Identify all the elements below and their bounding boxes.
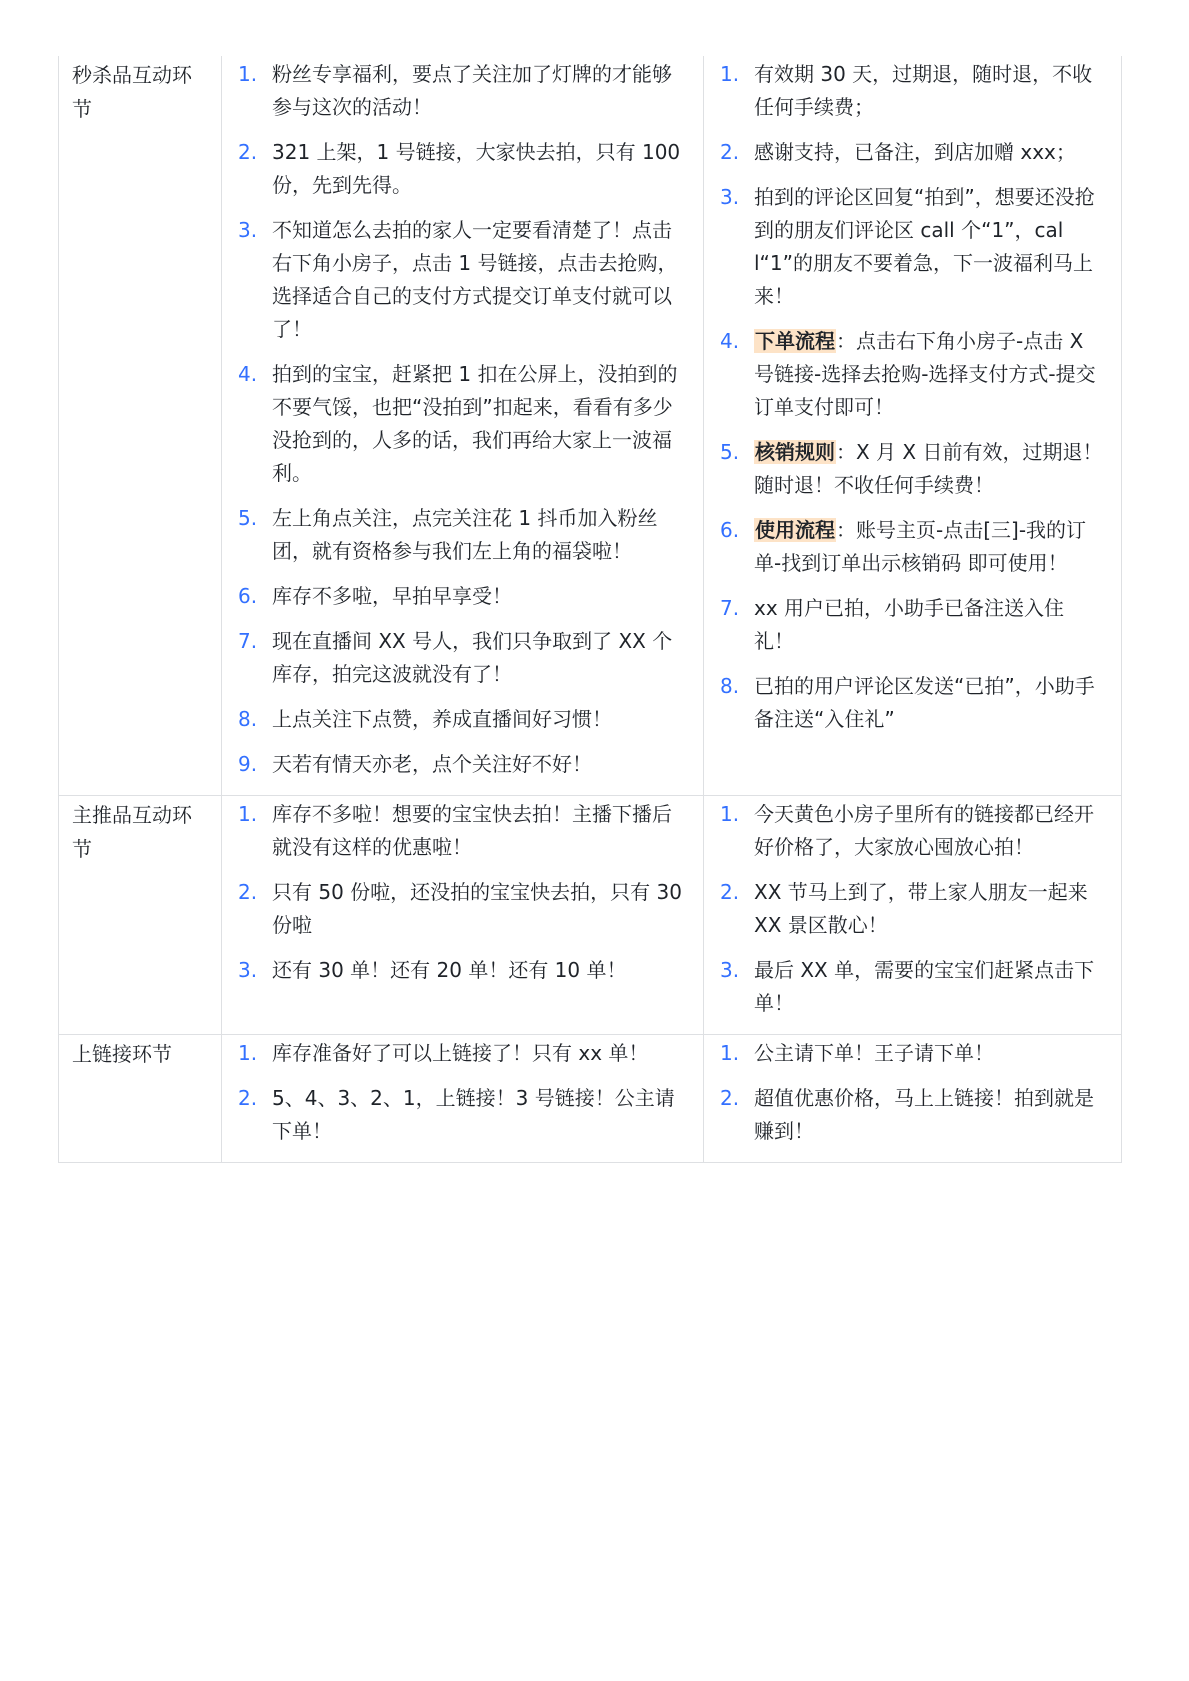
item-text: 不知道怎么去拍的家人一定要看清楚了！点击右下角小房子，点击 1 号链接，点击去抢购，选择适合自己的支付方式提交订单支付就可以了！	[272, 218, 678, 341]
highlighted-keyword: 核销规则	[755, 440, 835, 464]
list-item	[720, 954, 1103, 1020]
list-item	[238, 1082, 685, 1148]
item-text: 5、4、3、2、1，上链接！3 号链接！公主请下单！	[272, 1086, 675, 1143]
item-number: 2.	[720, 1086, 740, 1110]
list-item	[238, 703, 685, 736]
list-item	[720, 1082, 1103, 1148]
right-column-cell	[704, 56, 1122, 796]
list-item	[720, 58, 1103, 124]
left-numbered-list	[238, 1035, 685, 1162]
item-number: 8.	[720, 674, 740, 698]
item-text: 左上角点关注，点完关注花 1 抖币加入粉丝团，就有资格参与我们左上角的福袋啦！	[272, 506, 658, 563]
item-text	[754, 325, 1103, 424]
item-number: 1.	[238, 62, 258, 86]
item-number: 1.	[238, 802, 258, 826]
left-numbered-list	[238, 796, 685, 1001]
list-item	[238, 748, 685, 781]
list-item	[238, 358, 685, 490]
left-column-cell	[222, 56, 704, 796]
list-item	[238, 214, 685, 346]
right-numbered-list	[720, 56, 1103, 750]
item-number: 4.	[238, 362, 258, 386]
item-text-rest: ：点击右下角小房子-点击 X 号链接-选择去抢购-选择支付方式-提交订单支付即可！	[754, 329, 1096, 419]
item-number: 8.	[238, 707, 258, 731]
item-number: 1.	[720, 62, 740, 86]
item-text: 库存准备好了可以上链接了！只有 xx 单！	[272, 1041, 649, 1065]
list-item	[238, 1037, 685, 1070]
left-column-cell	[222, 796, 704, 1035]
item-text: xx 用户已拍，小助手已备注送入住礼！	[754, 596, 1065, 653]
item-number: 3.	[238, 958, 258, 982]
list-item	[238, 625, 685, 691]
item-number: 4.	[720, 329, 740, 353]
list-item	[720, 592, 1103, 658]
item-text: 有效期 30 天，过期退，随时退，不收任何手续费；	[754, 62, 1093, 119]
list-item	[720, 798, 1103, 864]
list-item	[238, 502, 685, 568]
left-numbered-list	[238, 56, 685, 795]
item-text: 超值优惠价格，马上上链接！拍到就是赚到！	[754, 1086, 1094, 1143]
item-text	[754, 514, 1103, 580]
table-row	[59, 796, 1122, 1035]
item-text: 还有 30 单！还有 20 单！还有 10 单！	[272, 958, 627, 982]
item-text: 只有 50 份啦，还没拍的宝宝快去拍，只有 30 份啦	[272, 880, 682, 937]
list-item	[238, 580, 685, 613]
item-number: 2.	[720, 880, 740, 904]
row-label: 上链接环节	[59, 1035, 222, 1163]
list-item	[720, 876, 1103, 942]
highlighted-keyword: 使用流程	[755, 518, 835, 542]
list-item	[720, 514, 1103, 580]
item-number: 5.	[238, 506, 258, 530]
table-row	[59, 1035, 1122, 1163]
list-item	[238, 58, 685, 124]
item-number: 1.	[720, 802, 740, 826]
item-number: 1.	[238, 1041, 258, 1065]
item-number: 6.	[720, 518, 740, 542]
row-label: 秒杀品互动环节	[59, 56, 222, 796]
item-number: 2.	[238, 140, 258, 164]
list-item	[238, 798, 685, 864]
right-numbered-list	[720, 796, 1103, 1034]
left-column-cell	[222, 1035, 704, 1163]
item-number: 7.	[238, 629, 258, 653]
row-label: 主推品互动环节	[59, 796, 222, 1035]
item-number: 3.	[720, 185, 740, 209]
item-text: 已拍的用户评论区发送“已拍”，小助手备注送“入住礼”	[754, 674, 1095, 731]
list-item	[238, 136, 685, 202]
item-number: 2.	[238, 880, 258, 904]
list-item	[720, 670, 1103, 736]
list-item	[720, 181, 1103, 313]
item-text: 321 上架，1 号链接，大家快去拍，只有 100 份，先到先得。	[272, 140, 681, 197]
item-number: 3.	[720, 958, 740, 982]
list-item	[720, 325, 1103, 424]
item-text: 公主请下单！王子请下单！	[754, 1041, 994, 1065]
item-number: 2.	[238, 1086, 258, 1110]
list-item	[720, 1037, 1103, 1070]
right-column-cell	[704, 1035, 1122, 1163]
right-numbered-list	[720, 1035, 1103, 1162]
item-number: 7.	[720, 596, 740, 620]
list-item	[720, 136, 1103, 169]
item-text-rest: ：账号主页-点击[三]-我的订单-找到订单出示核销码 即可使用！	[754, 518, 1087, 575]
item-text: 上点关注下点赞，养成直播间好习惯！	[272, 707, 612, 731]
table-row	[59, 56, 1122, 796]
item-text: XX 节马上到了，带上家人朋友一起来 XX 景区散心！	[754, 880, 1088, 937]
item-number: 5.	[720, 440, 740, 464]
item-text: 库存不多啦！想要的宝宝快去拍！主播下播后就没有这样的优惠啦！	[272, 802, 672, 859]
item-text: 拍到的评论区回复“拍到”，想要还没抢到的朋友们评论区 call 个“1”，call“1”的朋友不要着急，下一波福利马上来！	[754, 185, 1095, 308]
item-number: 2.	[720, 140, 740, 164]
highlighted-keyword: 下单流程	[755, 329, 835, 353]
list-item	[720, 436, 1103, 502]
list-item	[238, 876, 685, 942]
script-table	[58, 56, 1122, 1163]
item-number: 6.	[238, 584, 258, 608]
item-text: 现在直播间 XX 号人，我们只争取到了 XX 个库存，拍完这波就没有了！	[272, 629, 673, 686]
item-text: 库存不多啦，早拍早享受！	[272, 584, 512, 608]
item-text: 今天黄色小房子里所有的链接都已经开好价格了，大家放心囤放心拍！	[754, 802, 1094, 859]
item-text: 天若有情天亦老，点个关注好不好！	[272, 752, 592, 776]
item-number: 9.	[238, 752, 258, 776]
list-item	[238, 954, 685, 987]
item-number: 1.	[720, 1041, 740, 1065]
item-text: 最后 XX 单，需要的宝宝们赶紧点击下单！	[754, 958, 1095, 1015]
right-column-cell	[704, 796, 1122, 1035]
item-text: 粉丝专享福利，要点了关注加了灯牌的才能够参与这次的活动！	[272, 62, 672, 119]
item-text: 拍到的宝宝，赶紧把 1 扣在公屏上，没拍到的不要气馁，也把“没拍到”扣起来，看看有多少没抢到的，人多的话，我们再给大家上一波福利。	[272, 362, 678, 485]
item-number: 3.	[238, 218, 258, 242]
item-text-rest: ：X 月 X 日前有效，过期退！随时退！不收任何手续费！	[754, 440, 1103, 497]
item-text: 感谢支持，已备注，到店加赠 xxx；	[754, 140, 1076, 164]
item-text	[754, 436, 1103, 502]
